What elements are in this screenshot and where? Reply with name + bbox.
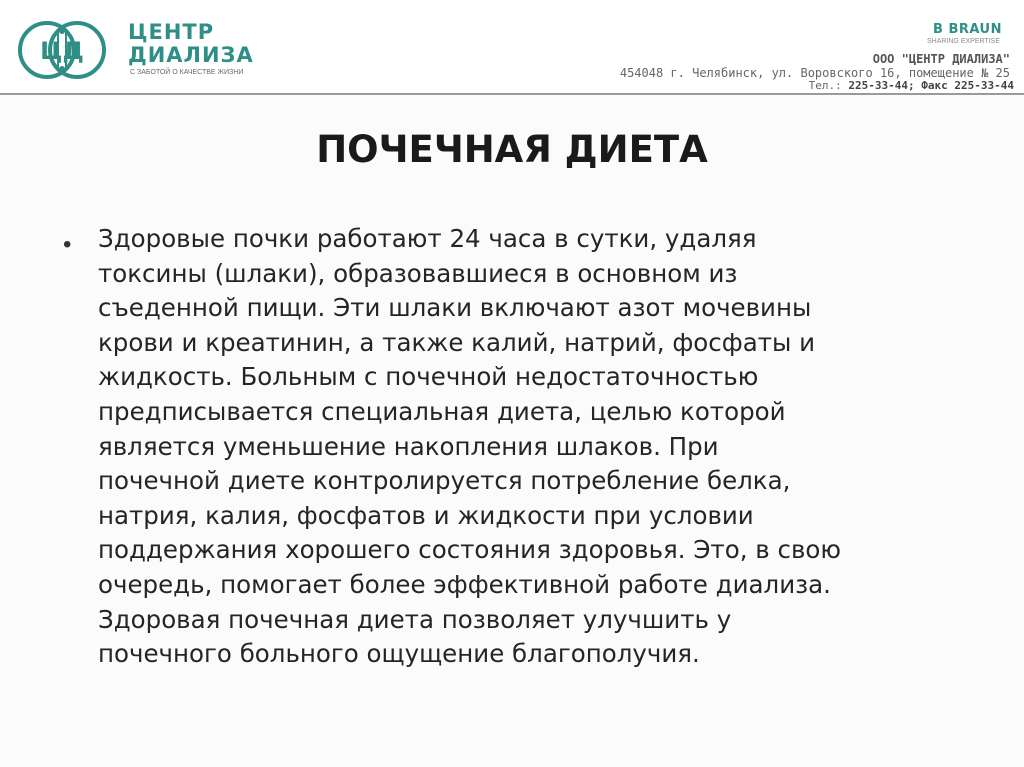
header-divider [0,93,1024,95]
bullet-icon: • [63,231,72,258]
bullet-line: предписывается специальная диета, целью которой [98,396,786,426]
phone-value: 225-33-44; Факс 225-33-44 [848,79,1014,92]
brand-logo: B BRAUN [933,22,1002,37]
bullet-line: поддержания хорошего состояния здоровья. Это, в свою [98,535,842,565]
brand-tagline: SHARING EXPERTISE [926,38,1000,45]
bullet-paragraph [98,222,978,672]
logo-tagline: С ЗАБОТОЙ О КАЧЕСТВЕ ЖИЗНИ [130,69,244,76]
bullet-line: Здоровая почечная диета позволяет улучшить у [98,604,732,634]
bullet-line: натрия, калия, фосфатов и жидкости при условии [98,500,754,530]
bullet-line: Здоровые почки работают 24 часа в сутки, удаляя [98,224,757,253]
header [0,0,1024,95]
company-phone [809,79,1014,92]
bullet-line: очередь, помогает более эффективной работе диализа. [98,569,831,599]
bullet-line: съеденной пищи. Эти шлаки включают азот мочевины [98,293,812,323]
logo-name-line1: ЦЕНТР [128,20,215,44]
bullet-line: является уменьшение накопления шлаков. При [98,431,719,461]
bullet-line: крови и креатинин, а также калий, натрий, фосфаты и [98,327,816,357]
bullet-line: почечного больного ощущение благополучия. [98,639,700,669]
bullet-line: жидкость. Больным с почечной недостаточностью [98,362,759,392]
phone-label: Тел.: [808,79,842,92]
bullet-line: почечной диете контролируется потребление белка, [98,466,791,496]
slide-title: ПОЧЕЧНАЯ ДИЕТА [316,128,708,171]
logo-monogram: ЦД [40,37,84,65]
dialysis-center-logo-icon [16,19,108,81]
company-name: ООО "ЦЕНТР ДИАЛИЗА" [872,52,1010,66]
company-address: 454048 г. Челябинск, ул. Воровского 16, помещение № 25 [619,66,1010,80]
bullet-line: токсины (шлаки), образовавшиеся в основном из [98,258,738,288]
logo-name-line2: ДИАЛИЗА [128,43,254,67]
